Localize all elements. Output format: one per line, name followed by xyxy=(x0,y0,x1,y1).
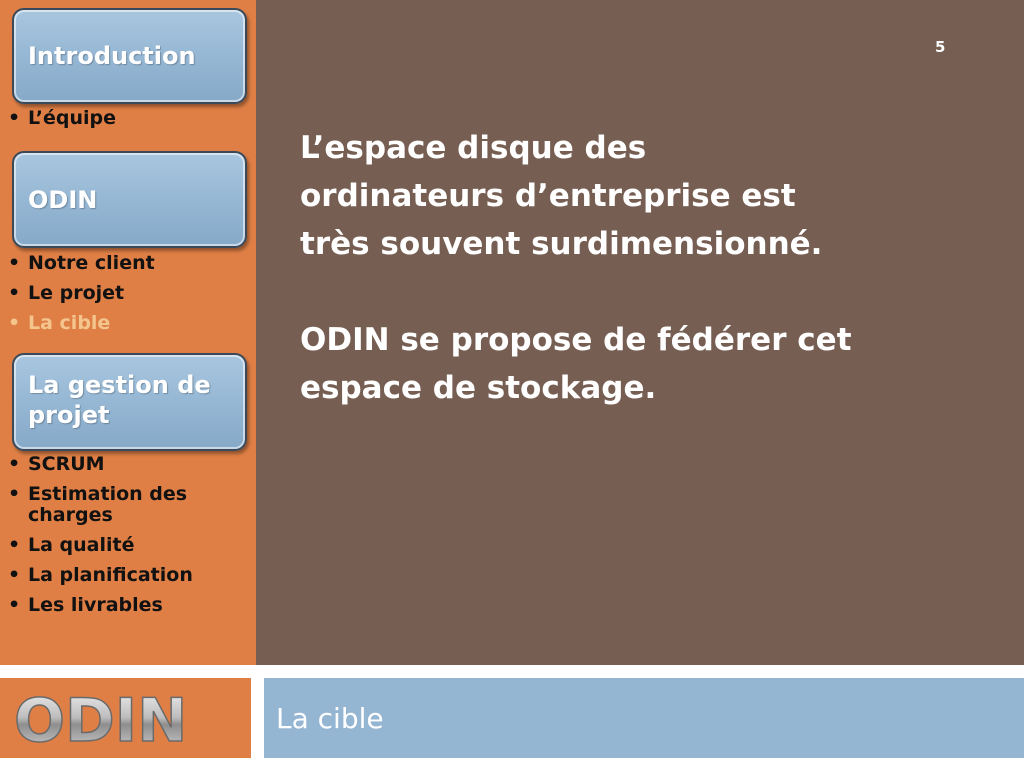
nav-item-la-cible[interactable]: • La cible xyxy=(8,312,111,334)
section-button-gestion-de-projet[interactable] xyxy=(12,353,247,451)
bullet-icon: • xyxy=(8,594,21,616)
gestion-items xyxy=(8,454,248,625)
bullet-icon: • xyxy=(8,107,21,129)
slide-body xyxy=(300,124,860,460)
section-label: Introduction xyxy=(28,42,196,70)
odin-items xyxy=(8,253,248,343)
section-label: La gestion de projet xyxy=(28,371,211,429)
bullet-icon: • xyxy=(8,564,21,586)
odin-logo xyxy=(0,678,251,758)
nav-item-le-projet[interactable]: • Le projet xyxy=(8,282,125,304)
nav-item-scrum[interactable]: • SCRUM xyxy=(8,453,105,475)
body-paragraph: L’espace disque des ordinateurs d’entreprise est très souvent surdimensionné. xyxy=(300,130,823,262)
sidebar-nav xyxy=(0,0,256,665)
section-button-odin[interactable] xyxy=(12,151,247,248)
section-button-introduction[interactable] xyxy=(12,8,247,104)
nav-item-equipe[interactable]: • L’équipe xyxy=(8,107,116,129)
body-paragraph: ODIN se propose de fédérer cet espace de stockage. xyxy=(300,322,852,406)
section-title: La cible xyxy=(276,701,384,735)
bullet-icon: • xyxy=(8,453,21,475)
introduction-items xyxy=(8,108,248,138)
section-label: ODIN xyxy=(28,185,98,214)
nav-item-la-planification[interactable]: • La planification xyxy=(8,564,193,586)
odin-logo-graphic xyxy=(0,678,251,758)
slide-number: 5 xyxy=(935,38,946,56)
bullet-icon: • xyxy=(8,312,21,334)
nav-item-la-qualite[interactable]: • La qualité xyxy=(8,534,135,556)
bullet-icon: • xyxy=(8,252,21,274)
logo-text: ODIN xyxy=(14,686,188,756)
nav-item-notre-client[interactable]: • Notre client xyxy=(8,252,155,274)
bullet-icon: • xyxy=(8,534,21,556)
bullet-icon: • xyxy=(8,483,21,505)
nav-item-estimation-des-charges[interactable]: • Estimation des charges xyxy=(8,483,188,526)
footer-title-bar xyxy=(264,678,1024,758)
nav-item-les-livrables[interactable]: • Les livrables xyxy=(8,594,163,616)
bullet-icon: • xyxy=(8,282,21,304)
